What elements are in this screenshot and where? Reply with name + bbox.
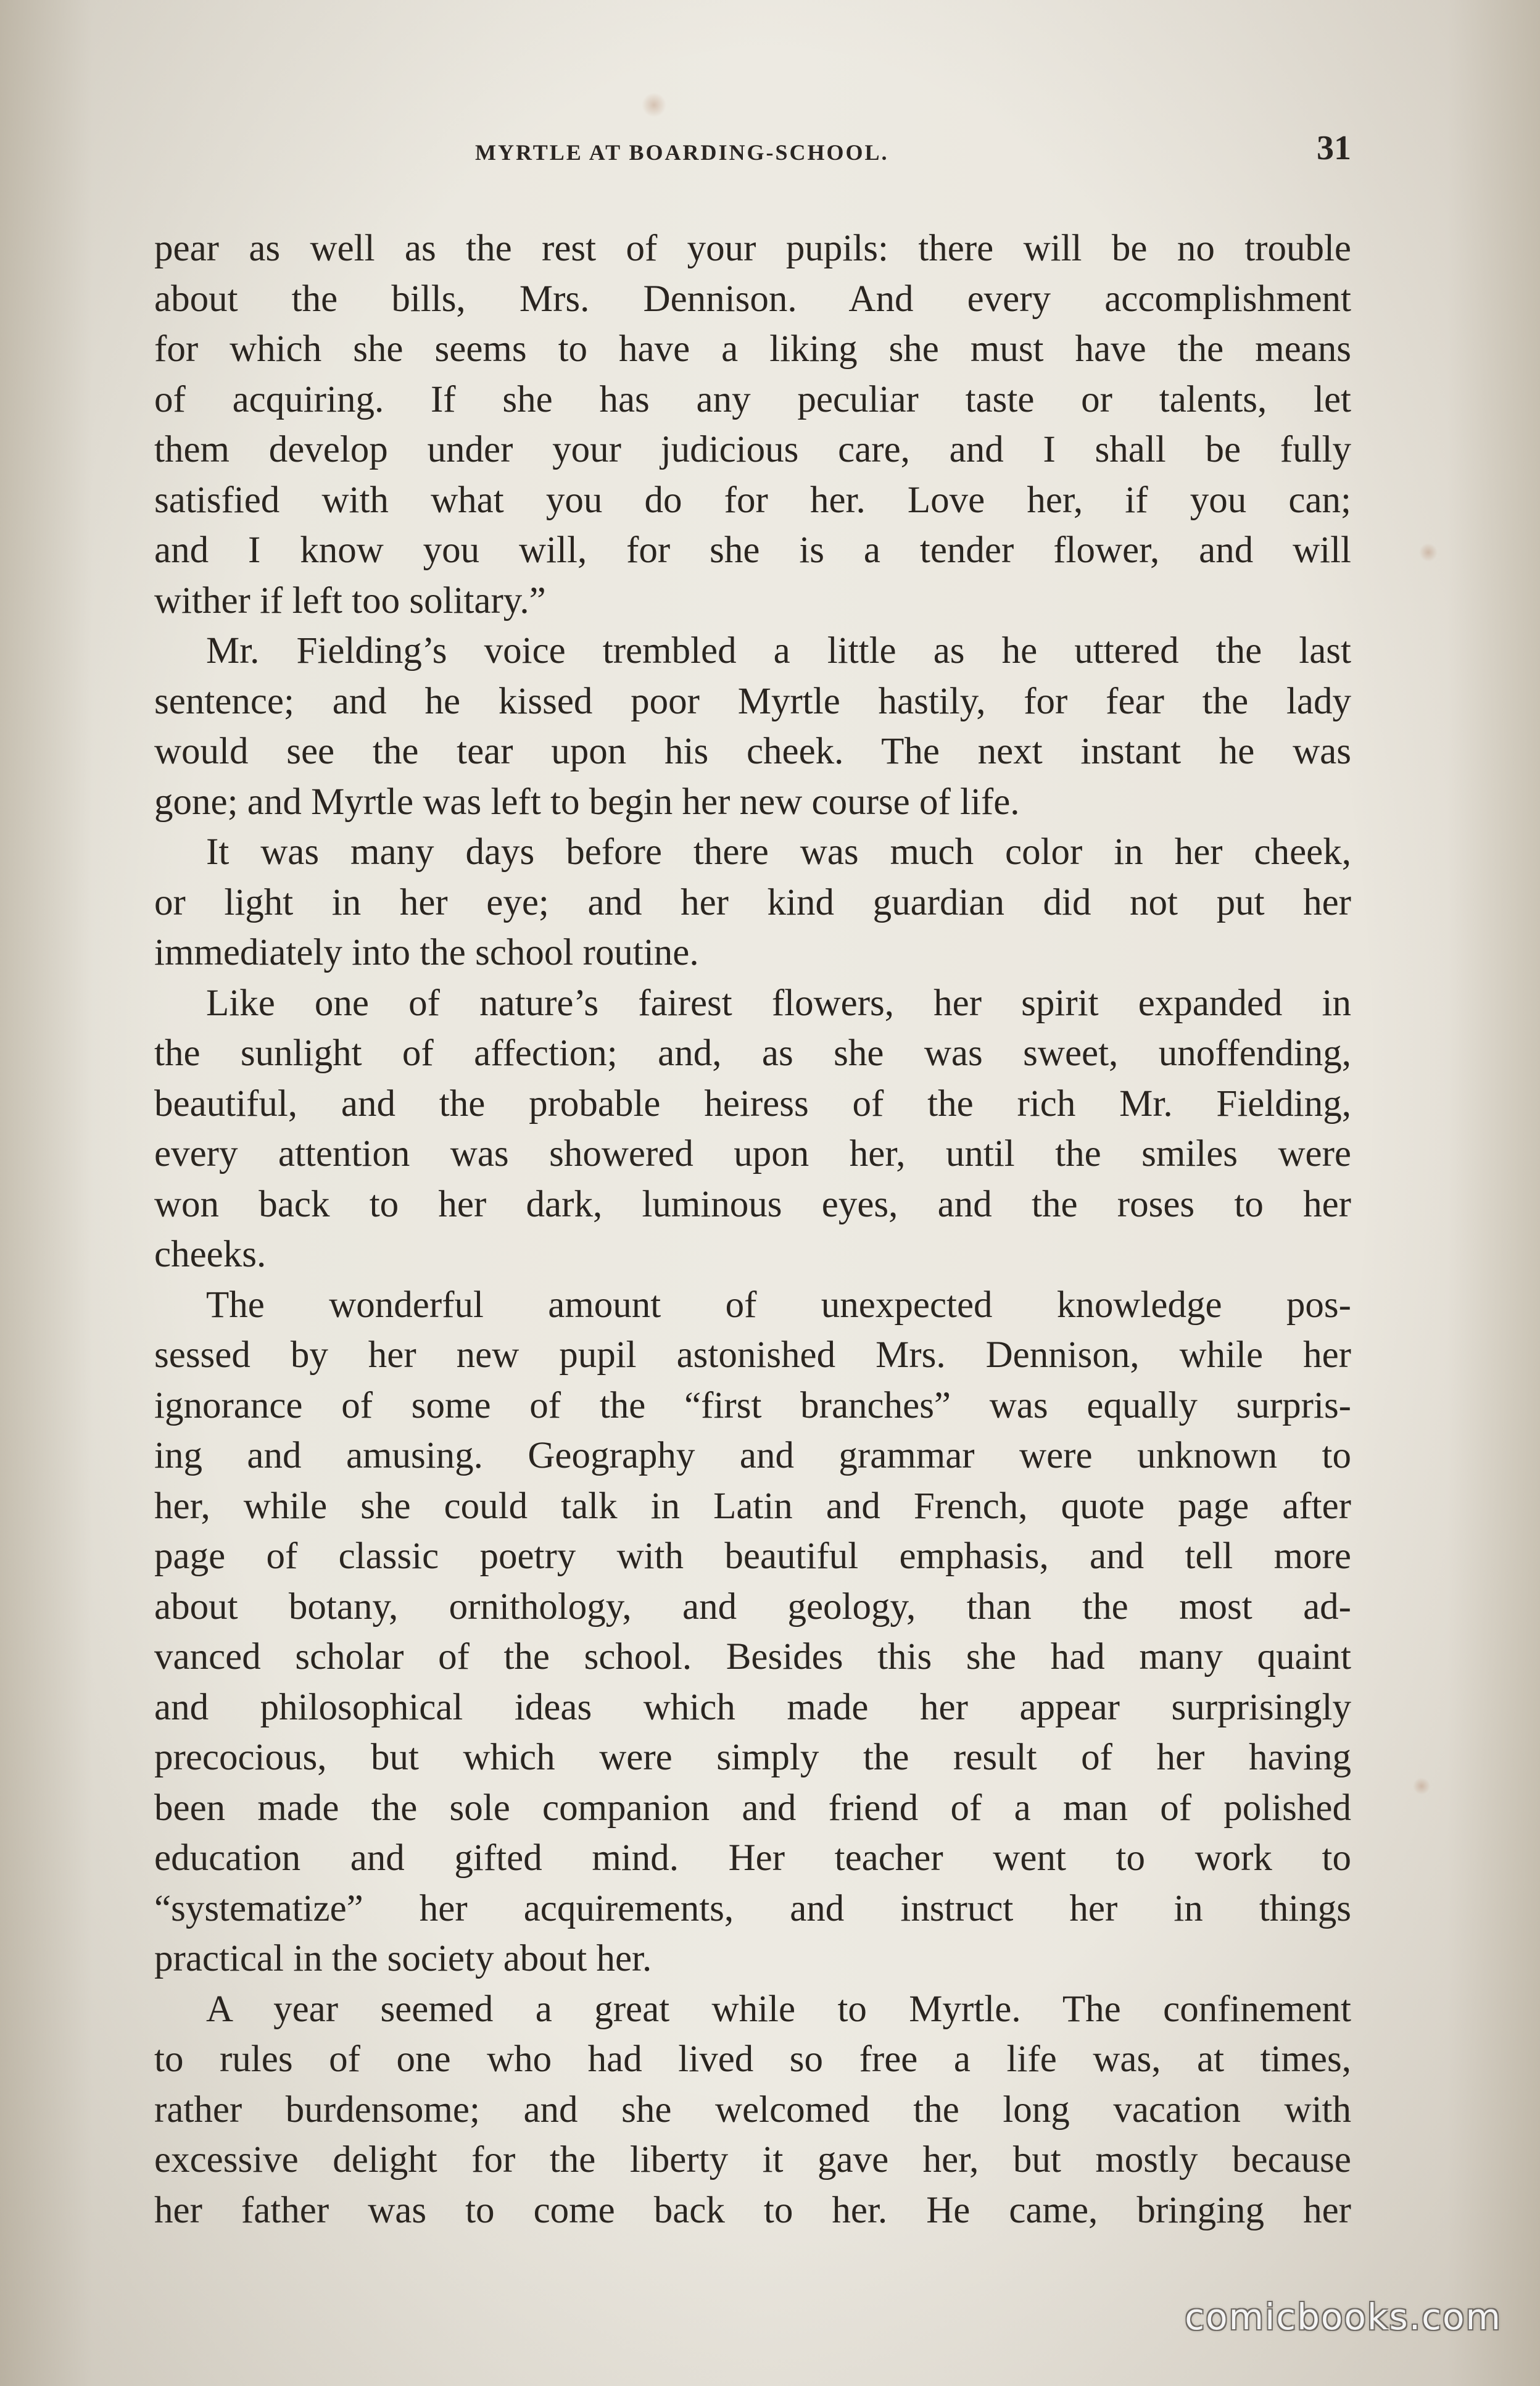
text-line: gone; and Myrtle was left to begin her new course of life. — [154, 781, 1020, 823]
text-line: education and gifted mind. Her teacher went to work to — [154, 1837, 1351, 1879]
text-line: them develop under your judicious care, and I shall be fully — [154, 429, 1351, 470]
text-line: for which she seems to have a liking she must have the means — [154, 328, 1351, 370]
text-line: wither if left too solitary.” — [154, 580, 546, 621]
page-stain — [1419, 543, 1438, 562]
text-line: the sunlight of affection; and, as she was sweet, unoffending, — [154, 1033, 1351, 1074]
text-line: page of classic poetry with beautiful emphasis, and tell more — [154, 1536, 1351, 1577]
text-line: her, while she could talk in Latin and French, quote page after — [154, 1485, 1351, 1527]
text-line: precocious, but which were simply the result of her having — [154, 1737, 1351, 1778]
text-line: and I know you will, for she is a tender flower, and will — [154, 530, 1351, 571]
text-line: vanced scholar of the school. Besides this she had many quaint — [154, 1636, 1351, 1677]
body-text — [154, 223, 1351, 2235]
text-line: excessive delight for the liberty it gave her, but mostly because — [154, 2139, 1351, 2180]
text-line: pear as well as the rest of your pupils: there will be no trouble — [154, 228, 1351, 269]
text-line: practical in the society about her. — [154, 1938, 652, 1979]
page-stain — [1413, 1777, 1430, 1795]
text-line: The wonderful amount of unexpected knowledge pos- — [206, 1284, 1351, 1326]
page-number: 31 — [1317, 129, 1351, 167]
text-line: been made the sole companion and friend of a man of polished — [154, 1787, 1351, 1829]
text-line: of acquiring. If she has any peculiar taste or talents, let — [154, 378, 1351, 420]
text-line: It was many days before there was much color in her cheek, — [206, 831, 1351, 873]
text-line: or light in her eye; and her kind guardian did not put her — [154, 881, 1351, 923]
text-line: every attention was showered upon her, until the smiles were — [154, 1133, 1351, 1174]
text-line: Mr. Fielding’s voice trembled a little as he uttered the last — [206, 630, 1351, 671]
text-line: would see the tear upon his cheek. The next instant he was — [154, 731, 1351, 772]
text-line: A year seemed a great while to Myrtle. The confinement — [206, 1988, 1351, 2030]
text-line: her father was to come back to her. He came, bringing her — [154, 2189, 1351, 2231]
text-line: sessed by her new pupil astonished Mrs. Dennison, while her — [154, 1334, 1351, 1376]
page-stain — [642, 93, 666, 117]
text-line: satisfied with what you do for her. Love her, if you can; — [154, 479, 1351, 521]
text-line: won back to her dark, luminous eyes, and the roses to her — [154, 1183, 1351, 1225]
text-line: “systematize” her acquirements, and instruct her in things — [154, 1887, 1351, 1929]
text-line: rather burdensome; and she welcomed the long vacation with — [154, 2089, 1351, 2130]
text-line: about botany, ornithology, and geology, than the most ad- — [154, 1586, 1351, 1627]
watermark: comicbooks.com — [1185, 2296, 1502, 2338]
text-line: sentence; and he kissed poor Myrtle hastily, for fear the lady — [154, 680, 1351, 722]
text-line: immediately into the school routine. — [154, 932, 699, 973]
running-head: MYRTLE AT BOARDING-SCHOOL. — [475, 140, 889, 165]
text-line: about the bills, Mrs. Dennison. And every accomplishment — [154, 278, 1351, 320]
text-line: to rules of one who had lived so free a life was, at times, — [154, 2039, 1351, 2080]
text-line: and philosophical ideas which made her appear surprisingly — [154, 1686, 1351, 1728]
text-line: beautiful, and the probable heiress of the rich Mr. Fielding, — [154, 1083, 1351, 1124]
text-line: ignorance of some of the “first branches” was equally surpris- — [154, 1384, 1351, 1426]
page-header — [154, 128, 1351, 178]
text-line: ing and amusing. Geography and grammar were unknown to — [154, 1435, 1351, 1476]
text-line: Like one of nature’s fairest flowers, her spirit expanded in — [206, 982, 1351, 1024]
text-line: cheeks. — [154, 1234, 267, 1275]
